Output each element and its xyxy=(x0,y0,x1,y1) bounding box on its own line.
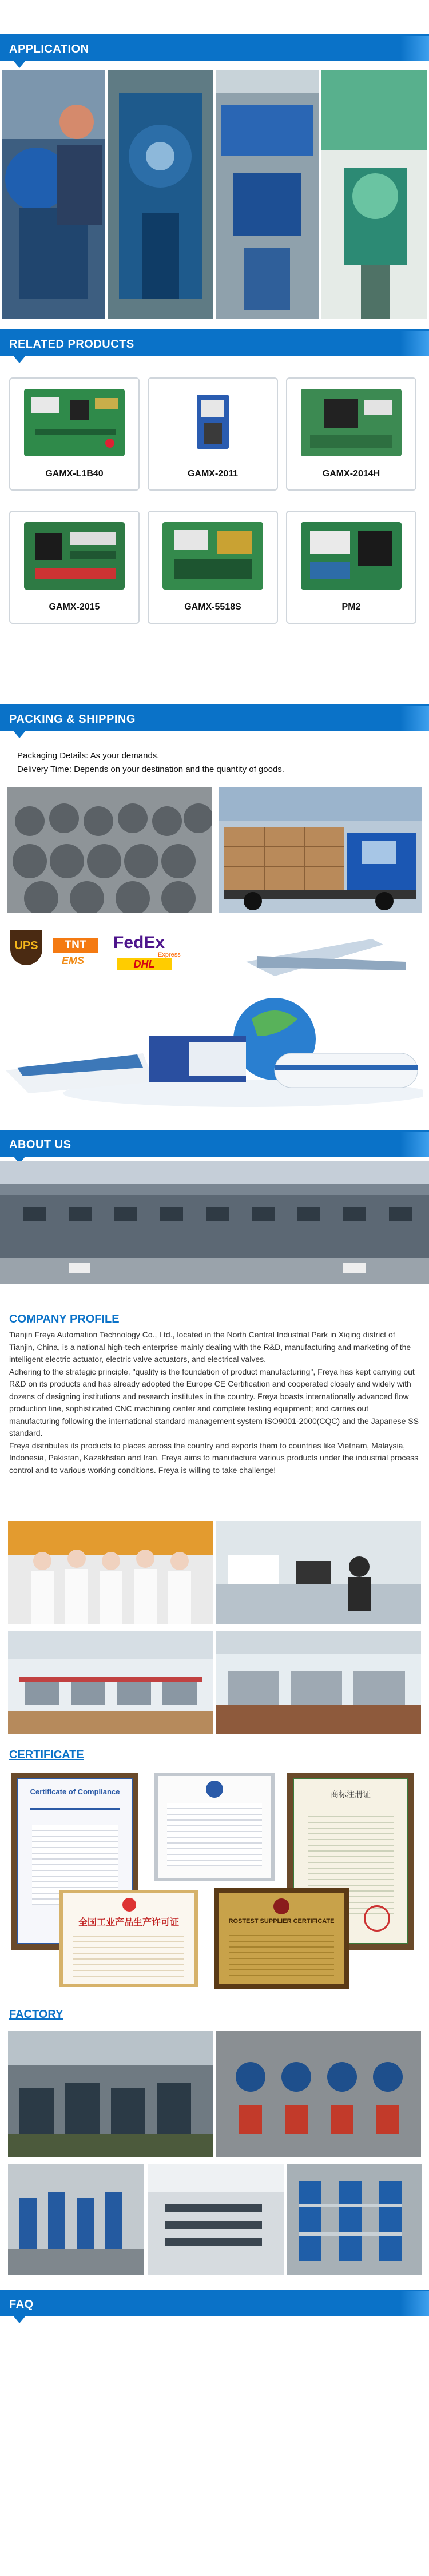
section-title: APPLICATION xyxy=(9,43,89,55)
delivery-time: Delivery Time: Depends on your destination and the quantity of goods. xyxy=(17,765,284,774)
product-image xyxy=(162,522,263,590)
certificate-heading: 商标注册证 xyxy=(331,1790,371,1799)
product-label: PM2 xyxy=(341,602,361,612)
product-image xyxy=(24,389,125,456)
packing-photo-2 xyxy=(219,787,422,913)
band-pointer xyxy=(14,731,25,738)
band-pointer xyxy=(14,356,25,363)
band-pointer xyxy=(14,2316,25,2323)
dhl-logo: DHL xyxy=(117,958,172,970)
product-image xyxy=(24,522,125,590)
certificate-heading: ROSTEST SUPPLIER CERTIFICATE xyxy=(228,1918,335,1925)
certificate-heading: Certificate of Compliance xyxy=(30,1787,120,1796)
profile-paragraph: Adhering to the strategic principle, "quality is the foundation of product manufacturing", Freya has kept carrying out R&D on its products and has already adopted the Europe CE Certification and cooperated closely and widely with dozens of designing institutions and research institutes in the country. Freya boasts internationally advanced flow production line, sophisticated CNC machining center and complete testing equipment; and carries out manufacturing following the international standard management system ISO9001-2000(CQC) and the Japanese SS standard. xyxy=(9,1367,419,1438)
certificate-5 xyxy=(214,1888,349,1989)
section-title: ABOUT US xyxy=(9,1138,72,1151)
application-photo-3 xyxy=(216,70,319,319)
carrier-logos xyxy=(10,930,199,970)
product-image xyxy=(301,389,402,456)
section-title: RELATED PRODUCTS xyxy=(9,338,134,351)
packing-photo-1 xyxy=(7,787,212,913)
certificate-2 xyxy=(154,1773,275,1881)
product-label: GAMX-2015 xyxy=(49,602,100,612)
section-title: FAQ xyxy=(9,2298,34,2311)
product-label: GAMX-2014H xyxy=(322,469,380,479)
product-card[interactable] xyxy=(286,511,416,624)
product-label: GAMX-5518S xyxy=(184,602,241,612)
company-profile-title: COMPANY PROFILE xyxy=(9,1313,120,1325)
product-card[interactable] xyxy=(9,377,140,491)
product-card[interactable] xyxy=(286,377,416,491)
profile-paragraph: Freya distributes its products to places across the country and exports them to countries like Vietnam, Malaysia, Indonesia, Pakistan, Kazakhstan and Iran. Freya aims to manufacture various products under the industrial process control and to various working conditions. Freya is willing to take challenge! xyxy=(9,1440,419,1475)
factory-photo-3 xyxy=(8,2164,144,2275)
product-image xyxy=(301,522,402,590)
company-profile-text xyxy=(9,1329,420,1476)
product-label: GAMX-L1B40 xyxy=(45,469,104,479)
office-photo-1 xyxy=(216,1521,421,1624)
shipping-graphic xyxy=(6,922,423,1108)
product-image xyxy=(162,389,263,456)
section-header-application xyxy=(0,36,429,61)
band-accent xyxy=(400,706,429,731)
fedex-text: FedEx xyxy=(113,933,165,952)
profile-paragraph: Tianjin Freya Automation Technology Co., Ltd., located in the North Central Industrial Park in Xiqing district of Tianjin, China, is a national high-tech enterprise mainly dealing with the R&D, manufacturing and marketing of the intelligent electric actuator, electric valve actuators, and electrical valves. xyxy=(9,1330,411,1364)
application-photo-4 xyxy=(321,70,427,319)
application-photo-1 xyxy=(2,70,105,319)
team-photo xyxy=(8,1521,213,1624)
fedex-logo xyxy=(113,933,165,953)
factory-photo-1 xyxy=(8,2031,213,2157)
certificate-heading: 全国工业产品生产许可证 xyxy=(78,1918,179,1928)
section-header-about xyxy=(0,1132,429,1157)
band-accent xyxy=(400,331,429,356)
factory-photo-4 xyxy=(148,2164,284,2275)
band-accent xyxy=(400,1132,429,1157)
company-building-photo xyxy=(0,1161,429,1284)
ems-logo: EMS xyxy=(62,955,85,966)
certificate-4 xyxy=(59,1890,198,1987)
section-header-packing xyxy=(0,706,429,731)
band-pointer xyxy=(14,61,25,68)
fedex-express-text: Express xyxy=(158,951,181,958)
packaging-details: Packaging Details: As your demands. xyxy=(17,751,160,761)
product-card[interactable] xyxy=(9,511,140,624)
section-header-related-products xyxy=(0,331,429,356)
band-accent xyxy=(400,2291,429,2316)
section-title: PACKING & SHIPPING xyxy=(9,713,136,726)
ups-logo: UPS xyxy=(10,930,42,965)
factory-photo-5 xyxy=(287,2164,422,2275)
tnt-logo: TNT xyxy=(53,938,98,953)
product-card[interactable] xyxy=(148,511,278,624)
band-accent xyxy=(400,36,429,61)
office-photo-2 xyxy=(8,1631,213,1734)
factory-photo-2 xyxy=(216,2031,421,2157)
product-card[interactable] xyxy=(148,377,278,491)
office-photo-3 xyxy=(216,1631,421,1734)
application-photo-2 xyxy=(108,70,213,319)
section-header-faq xyxy=(0,2291,429,2316)
product-label: GAMX-2011 xyxy=(187,469,239,479)
factory-title: FACTORY xyxy=(9,2008,63,2021)
certificate-title: CERTIFICATE xyxy=(9,1749,84,1761)
